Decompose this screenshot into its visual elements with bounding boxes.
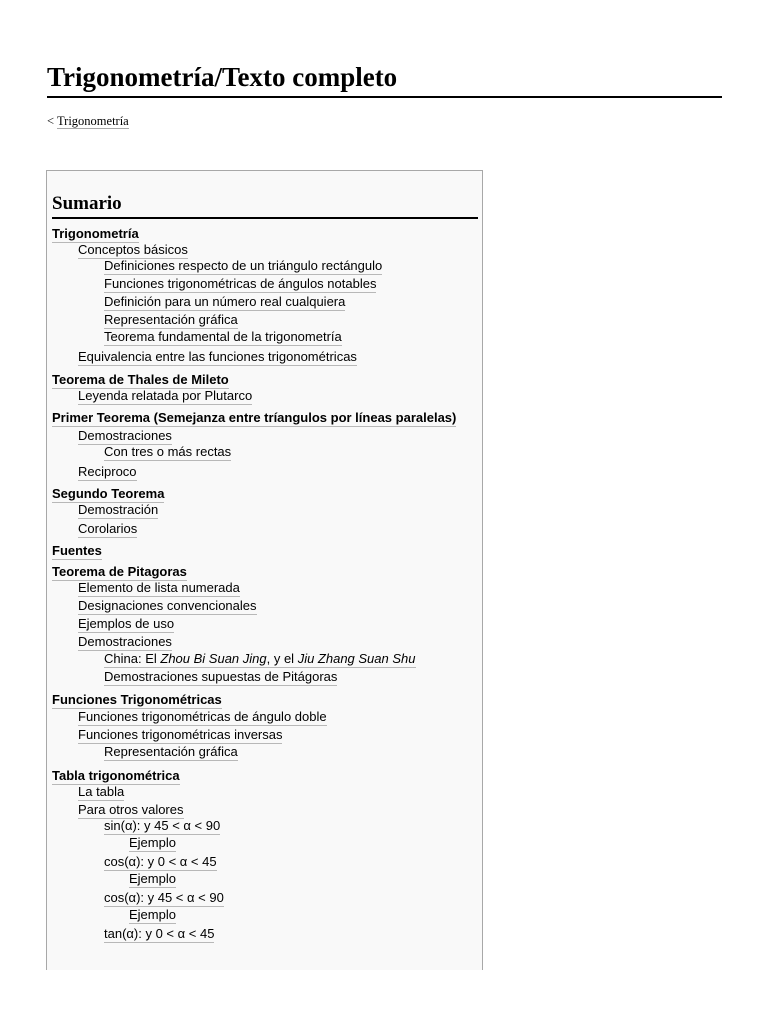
toc-item[interactable]: tan(α): y 0 < α < 45: [104, 926, 215, 941]
toc-item[interactable]: Demostraciones supuestas de Pitágoras: [104, 669, 338, 684]
toc-item[interactable]: Teorema de Thales de Mileto: [52, 372, 229, 387]
toc-item-fragment: China: El: [104, 651, 161, 666]
toc-item[interactable]: Ejemplo: [129, 907, 176, 922]
toc-item[interactable]: Corolarios: [78, 521, 138, 536]
toc-item[interactable]: sin(α): y 45 < α < 90: [104, 818, 221, 833]
toc-item[interactable]: Reciproco: [78, 464, 137, 479]
toc-item[interactable]: Demostraciones: [78, 634, 172, 649]
toc-item[interactable]: Para otros valores: [78, 802, 184, 817]
toc-item[interactable]: cos(α): y 45 < α < 90: [104, 890, 224, 905]
toc-item[interactable]: Funciones trigonométricas inversas: [78, 727, 283, 742]
toc-item[interactable]: Representación gráfica: [104, 744, 238, 759]
toc-item[interactable]: Leyenda relatada por Plutarco: [78, 388, 253, 403]
toc-item[interactable]: Definiciones respecto de un triángulo rectángulo: [104, 258, 383, 273]
table-of-contents: [46, 170, 483, 970]
toc-item[interactable]: [104, 651, 416, 668]
breadcrumb: [47, 112, 129, 130]
toc-item[interactable]: Designaciones convencionales: [78, 598, 257, 613]
toc-item[interactable]: Funciones trigonométricas de ángulo doble: [78, 709, 327, 724]
toc-item[interactable]: Teorema fundamental de la trigonometría: [104, 329, 342, 344]
toc-item-fragment: Zhou Bi Suan Jing: [160, 651, 267, 666]
toc-item[interactable]: Ejemplos de uso: [78, 616, 175, 631]
toc-item[interactable]: Funciones trigonométricas de ángulos notables: [104, 276, 377, 291]
toc-item[interactable]: Ejemplo: [129, 835, 176, 850]
breadcrumb-prefix: <: [47, 114, 55, 128]
toc-item[interactable]: cos(α): y 0 < α < 45: [104, 854, 217, 869]
toc-item[interactable]: Demostración: [78, 502, 159, 517]
toc-item[interactable]: Teorema de Pitagoras: [52, 564, 187, 579]
breadcrumb-link-trigonometria[interactable]: Trigonometría: [56, 114, 129, 128]
toc-item[interactable]: Ejemplo: [129, 871, 176, 886]
toc-item-fragment: Jiu Zhang Suan Shu: [297, 651, 416, 666]
toc-item[interactable]: Con tres o más rectas: [104, 444, 232, 459]
toc-title: Sumario: [52, 191, 478, 219]
toc-item[interactable]: Funciones Trigonométricas: [52, 692, 222, 707]
toc-item[interactable]: Trigonometría: [52, 226, 139, 241]
toc-item[interactable]: Conceptos básicos: [78, 242, 188, 257]
toc-item[interactable]: Primer Teorema (Semejanza entre tríangulos por líneas paralelas): [52, 410, 457, 425]
toc-item[interactable]: Equivalencia entre las funciones trigonométricas: [78, 349, 357, 364]
toc-item[interactable]: Tabla trigonométrica: [52, 768, 180, 783]
toc-item[interactable]: Fuentes: [52, 543, 102, 558]
toc-item[interactable]: Segundo Teorema: [52, 486, 165, 501]
toc-item-fragment: , y el: [266, 651, 298, 666]
toc-item[interactable]: Definición para un número real cualquiera: [104, 294, 346, 309]
toc-item[interactable]: Representación gráfica: [104, 312, 238, 327]
page-title: Trigonometría/Texto completo: [47, 60, 722, 98]
toc-item[interactable]: Elemento de lista numerada: [78, 580, 240, 595]
toc-item[interactable]: La tabla: [78, 784, 125, 799]
toc-item[interactable]: Demostraciones: [78, 428, 172, 443]
